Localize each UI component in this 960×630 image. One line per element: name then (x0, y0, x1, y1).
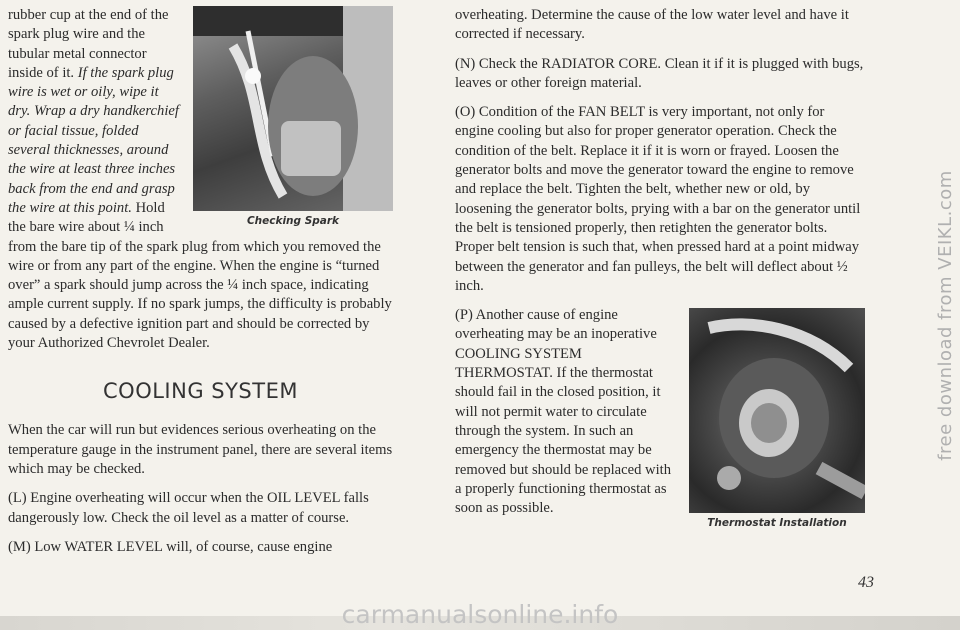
paragraph-O: (O) Condition of the FAN BELT is very important, not only for engine cooling but also for proper generator operation. Check the condition of the belt. Replace it if it is worn or frayed. Loosen the generator bolts and move the generator toward the engine to remove and replace the belt. Tighten the belt, whether new or old, by loosening the generator bolts, prying with a bar on the generator until the belt is tensioned properly, then retighten the generator bolts. Proper belt tension is such that, when pressed hard at a point midway between the generator and fan pulleys, the belt will deflect about ½ inch. (455, 104, 861, 294)
intro-text-italic: If the spark plug wire is wet or oily, wipe it dry. Wrap a dry handkerchief or facial tissue, folded several thicknesses, around the wire at least three inches back from the end and grasp the wire at this point. (8, 64, 179, 216)
paragraph-P-block (455, 306, 865, 530)
side-watermark-text: free download from VEIKL.com (934, 169, 956, 461)
paragraph-N: (N) Check the RADIATOR CORE. Clean it if it is plugged with bugs, leaves or other foreign material. (455, 55, 864, 91)
paragraph-P: (P) Another cause of engine overheating may be an inoperative COOLING SYSTEM THERMOSTAT. If the thermostat should fail in the closed position, it will not permit water to circulate through the system. In such an emergency the thermostat may be removed but should be replaced with a properly functioning thermostat as soon as possible. (455, 307, 672, 517)
side-watermark (930, 0, 960, 630)
paragraph-M: (M) Low WATER LEVEL will, of course, cause engine (8, 538, 333, 555)
thermostat-figure (689, 308, 865, 529)
paragraph-L: (L) Engine overheating will occur when the OIL LEVEL falls dangerously low. Check the oil level as a matter of course. (8, 490, 369, 526)
intro-paragraph (8, 6, 393, 353)
checking-spark-figure (193, 6, 393, 227)
intro-text-part-1: rubber cup at the end of the spark plug wire and the tubular metal connector inside of it. (8, 7, 169, 81)
right-column (455, 6, 865, 531)
thermostat-photo (689, 308, 865, 513)
cooling-paragraph: When the car will run but evidences serious overheating on the temperature gauge in the instrument panel, there are several items which may be checked. (8, 422, 393, 477)
paragraph-continuation: overheating. Determine the cause of the low water level and have it corrected if necessary. (455, 7, 849, 43)
intro-text-part-2: Hold the bare wire about ¼ inch from the bare tip of the spark plug from which you removed the wire or from any part of the engine. When the engine is “turned over” a spark should jump across the ¼ inch space, indicating ample current supply. If no spark jumps, the difficulty is probably caused by a defective ignition part and should be corrected by your Authorized Chevrolet Dealer. (8, 199, 392, 352)
figure-caption: Checking Spark (246, 215, 340, 227)
bottom-watermark: carmanualsonline.info (341, 600, 619, 629)
section-heading: COOLING SYSTEM (103, 379, 298, 404)
checking-spark-photo (193, 6, 393, 211)
figure-caption: Thermostat Installation (707, 517, 847, 530)
page-number: 43 (858, 574, 874, 591)
left-column (8, 6, 393, 567)
